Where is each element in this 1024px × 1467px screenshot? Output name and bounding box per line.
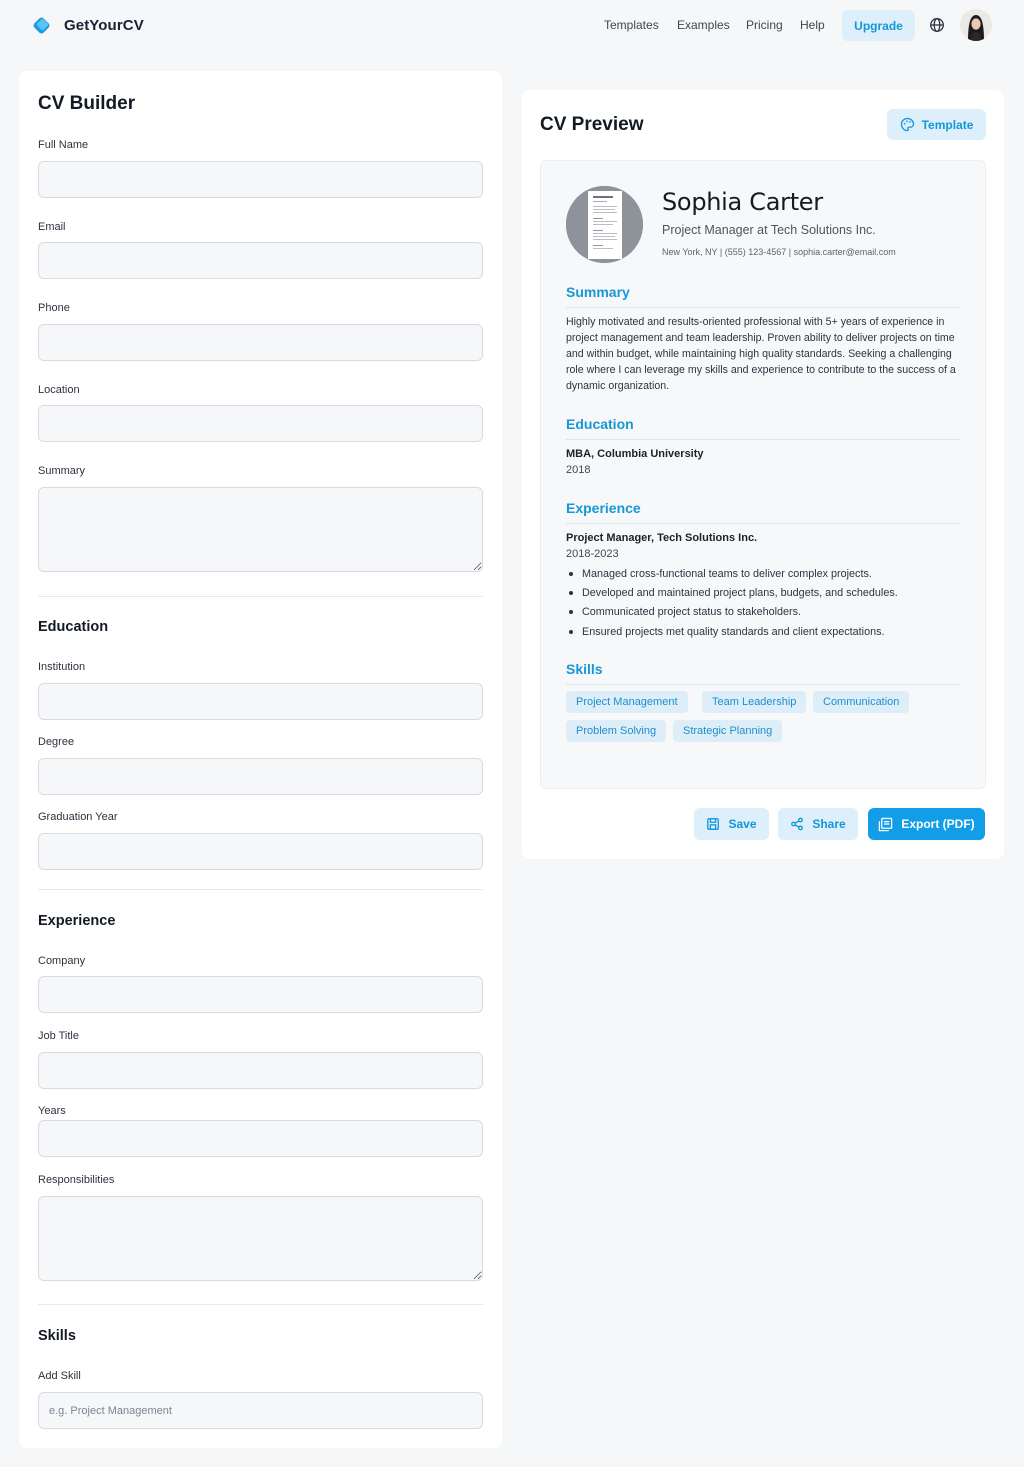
- cv-summary-heading: Summary: [566, 284, 630, 300]
- education-heading: Education: [38, 619, 109, 635]
- full-name-label: Full Name: [38, 139, 89, 151]
- cv-experience-bullet: Communicated project status to stakeholders.: [566, 604, 966, 623]
- nav-pricing[interactable]: Pricing: [746, 18, 783, 32]
- top-navigation-bar: [0, 0, 1024, 52]
- save-button[interactable]: [694, 808, 769, 840]
- upgrade-button[interactable]: Upgrade: [842, 10, 915, 41]
- cv-education-heading: Education: [566, 416, 634, 432]
- template-button[interactable]: [887, 109, 986, 140]
- cv-experience-bullet: Developed and maintained project plans, budgets, and schedules.: [566, 585, 966, 604]
- cv-section-rule: [566, 684, 960, 685]
- full-name-input[interactable]: [38, 161, 483, 198]
- years-input[interactable]: [38, 1120, 483, 1157]
- phone-label: Phone: [38, 302, 70, 314]
- graduation-year-input[interactable]: [38, 833, 483, 870]
- cv-experience-bullet: Managed cross-functional teams to deliver complex projects.: [566, 566, 966, 585]
- cv-contact: New York, NY | (555) 123-4567 | sophia.carter@email.com: [662, 247, 896, 257]
- location-label: Location: [38, 384, 80, 396]
- experience-heading: Experience: [38, 913, 116, 929]
- institution-label: Institution: [38, 661, 86, 673]
- nav-templates[interactable]: Templates: [604, 18, 659, 32]
- section-divider: [38, 1304, 483, 1305]
- cv-preview-panel: [522, 90, 1004, 859]
- globe-icon[interactable]: [929, 17, 945, 33]
- skill-chip: Strategic Planning: [673, 720, 782, 742]
- cv-education-year: 2018: [566, 464, 591, 476]
- brand-logo[interactable]: [32, 16, 144, 35]
- years-label: Years: [38, 1105, 66, 1117]
- section-divider: [38, 889, 483, 890]
- nav-help[interactable]: Help: [800, 18, 825, 32]
- cv-photo: [566, 186, 643, 263]
- company-input[interactable]: [38, 976, 483, 1013]
- nav-examples[interactable]: Examples: [677, 18, 730, 32]
- brand-logo-icon: [32, 16, 51, 35]
- cv-experience-bullet: Ensured projects met quality standards and client expectations.: [566, 624, 966, 643]
- cv-name: Sophia Carter: [662, 188, 823, 216]
- cv-document: [540, 160, 986, 789]
- cv-experience-bullets: [566, 566, 966, 643]
- cv-role: Project Manager at Tech Solutions Inc.: [662, 223, 876, 237]
- cv-education-degree: MBA, Columbia University: [566, 448, 704, 460]
- graduation-year-label: Graduation Year: [38, 811, 118, 823]
- cv-section-rule: [566, 307, 960, 308]
- save-button-label: Save: [728, 817, 757, 831]
- section-divider: [38, 596, 483, 597]
- user-avatar[interactable]: [960, 9, 992, 41]
- template-button-label: Template: [921, 117, 974, 132]
- phone-input[interactable]: [38, 324, 483, 361]
- cv-experience-heading: Experience: [566, 500, 641, 516]
- cv-builder-title: CV Builder: [38, 93, 136, 114]
- job-title-input[interactable]: [38, 1052, 483, 1089]
- cv-experience-position: Project Manager, Tech Solutions Inc.: [566, 532, 758, 544]
- save-icon: [706, 817, 720, 831]
- responsibilities-textarea[interactable]: [38, 1196, 483, 1281]
- export-pdf-button[interactable]: [868, 808, 985, 840]
- cv-section-rule: [566, 439, 960, 440]
- share-button[interactable]: [778, 808, 858, 840]
- email-label: Email: [38, 221, 66, 233]
- cv-preview-title: CV Preview: [540, 114, 644, 135]
- email-input[interactable]: [38, 242, 483, 279]
- palette-icon: [900, 117, 915, 132]
- skills-heading: Skills: [38, 1328, 76, 1344]
- degree-label: Degree: [38, 736, 75, 748]
- share-button-label: Share: [812, 817, 846, 831]
- skill-chip: Communication: [813, 691, 909, 713]
- location-input[interactable]: [38, 405, 483, 442]
- summary-label: Summary: [38, 465, 86, 477]
- add-skill-input[interactable]: [38, 1392, 483, 1429]
- cv-experience-years: 2018-2023: [566, 548, 619, 560]
- degree-input[interactable]: [38, 758, 483, 795]
- skill-chip: Problem Solving: [566, 720, 666, 742]
- skill-chip: Project Management: [566, 691, 688, 713]
- institution-input[interactable]: [38, 683, 483, 720]
- cv-summary-text: Highly motivated and results-oriented professional with 5+ years of experience in project management and team leadership. Proven ability to deliver projects on time and within budget, while maintaining high quality standards. Seeking a challenging role where I can leverage my skills and experience to contribute to the success of a dynamic organization.: [566, 316, 956, 392]
- brand-name: GetYourCV: [64, 17, 144, 34]
- add-skill-label: Add Skill: [38, 1370, 81, 1382]
- export-button-label: Export (PDF): [901, 817, 975, 831]
- cv-section-rule: [566, 523, 960, 524]
- responsibilities-label: Responsibilities: [38, 1174, 115, 1186]
- share-icon: [790, 817, 804, 831]
- job-title-label: Job Title: [38, 1030, 79, 1042]
- summary-textarea[interactable]: [38, 487, 483, 572]
- cv-builder-panel: [19, 71, 502, 1448]
- company-label: Company: [38, 955, 86, 967]
- export-icon: [878, 817, 893, 832]
- skill-chip: Team Leadership: [702, 691, 806, 713]
- cv-skills-heading: Skills: [566, 661, 603, 677]
